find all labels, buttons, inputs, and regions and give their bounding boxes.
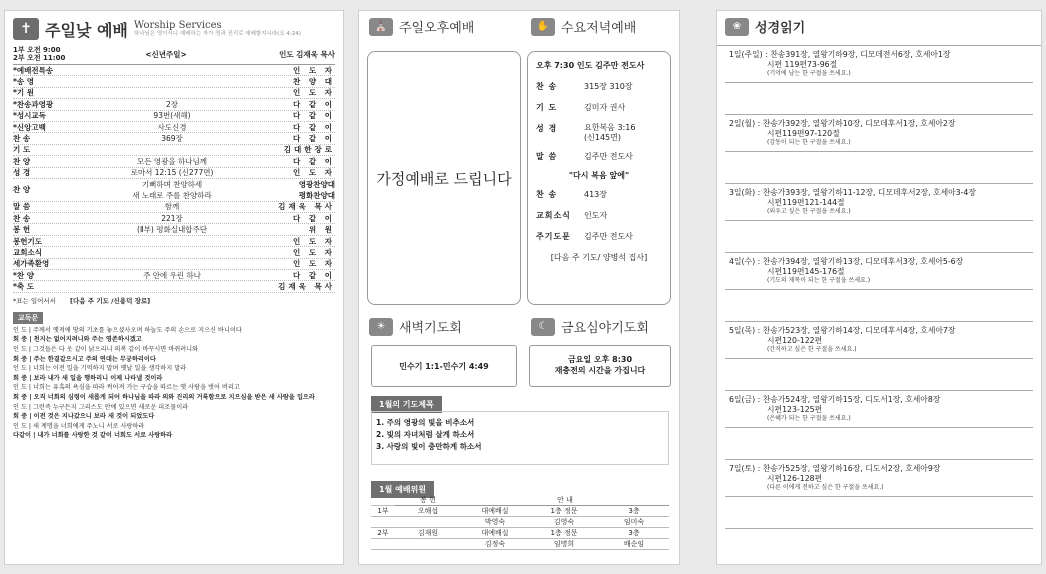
order-leader: 인 도 자	[293, 168, 335, 178]
day-psalm: 시편123-125편	[767, 405, 823, 414]
table-cell: 3층	[599, 528, 669, 539]
friday-title: ☾ 금요심야기도회	[531, 317, 649, 336]
reading-line: 인 도 | 너희는 이전 일을 기억하지 말며 옛날 일을 생각하지 말라	[13, 365, 187, 373]
sunday-title-en: Worship Services	[133, 19, 222, 31]
day-readings: 4일(수) : 찬송가394장, 열왕기하13장, 디모데후서3장, 호세아5-6장	[729, 257, 964, 266]
table-cell	[371, 539, 395, 550]
day-note: (은혜가 되는 한 구절을 쓰세요.)	[767, 415, 851, 422]
day-note: (다른 이에게 전하고 싶은 한 구절을 쓰세요.)	[767, 484, 884, 491]
order-item: 교회소식	[13, 247, 42, 257]
table-cell: 배순임	[599, 539, 669, 550]
reading-day	[725, 460, 1033, 497]
home-worship-text: 가정예배로 드립니다	[376, 169, 512, 188]
order-content: 221장	[161, 213, 183, 223]
order-leader: 다 같 이	[293, 111, 335, 121]
order-content: 모든 영광을 하나님께	[137, 156, 207, 166]
reading-day	[725, 391, 1033, 428]
order-item: *찬송과영광	[13, 99, 54, 109]
order-item: 말 씀	[13, 202, 31, 212]
lotus-icon: ❀	[725, 18, 749, 36]
wed-preacher: 김주만 전도사	[584, 152, 633, 161]
order-item: *축 도	[13, 282, 35, 292]
order-row	[13, 179, 335, 202]
offering-header: 봉 헌	[395, 495, 461, 506]
table-cell: 3층	[599, 506, 669, 517]
order-item: *송 영	[13, 77, 35, 87]
standing-note: *표는 일어서서	[13, 296, 56, 305]
reading-day	[725, 253, 1033, 290]
day-psalm: 시편126-128편	[767, 474, 823, 483]
prayer-item: 2. 빛의 자녀처럼 살게 하소서	[376, 430, 475, 439]
table-cell: 김영숙	[529, 517, 599, 528]
order-row	[13, 65, 335, 76]
day-psalm: 시편120-122편	[767, 336, 823, 345]
table-cell: 임명희	[529, 539, 599, 550]
next-prayer-note: [다음 주 기도 /신용덕 장로]	[70, 296, 151, 305]
dawn-title: ☀ 새벽기도회	[369, 317, 462, 336]
sunday-title: 주일낮 예배	[45, 20, 128, 40]
table-cell: 임미숙	[599, 517, 669, 528]
table-row	[371, 517, 669, 528]
reading-line: 회 중 | 이전 것은 지나갔으니 보라 새 것이 되었도다	[13, 413, 155, 421]
reading-line: 회 중 | 보라 내가 새 일을 행하리니 이제 나타낼 것이라	[13, 374, 163, 382]
wed-time: 오후 7:30 인도 김주만 전도사	[536, 61, 645, 70]
sunday-title-row	[13, 17, 335, 41]
wed-hymn2: 413장	[584, 190, 607, 199]
day-readings: 5일(목) : 찬송가523장, 열왕기하14장, 디모데후서4장, 호세아7장	[729, 326, 956, 335]
order-content: 함께	[164, 202, 180, 212]
order-row	[13, 145, 335, 156]
order-row	[13, 168, 335, 179]
day-psalm: 시편119편97-120절	[767, 129, 840, 138]
friday-time: 금요일 오후 8:30	[567, 355, 633, 364]
day-note: (기억에 남는 한 구절을 쓰세요.)	[767, 70, 851, 77]
bible-reading-title: ❀ 성경읽기	[725, 17, 805, 36]
sunday-subtitle: 하나님은 영이시니 예배하는 자가 영과 진리로 예배할지니라(요 4:24)	[133, 30, 301, 37]
order-leader: 찬 양 대	[293, 77, 335, 87]
order-row	[13, 122, 335, 133]
reading-line: 인 도 | 새 계명을 너희에게 주노니 서로 사랑하라	[13, 422, 145, 430]
day-readings: 7일(토) : 찬송가525장, 열왕기하16장, 디도서2장, 호세아9장	[729, 464, 941, 473]
order-row	[13, 224, 335, 235]
reading-line: 인 도 | 너희는 유혹의 욕심을 따라 썩어져 가는 구습을 따르는 옛 사람을 벗어 버리고	[13, 384, 240, 392]
table-cell: 1부	[371, 506, 395, 517]
order-row	[13, 270, 335, 281]
order-item: 봉 헌	[13, 225, 31, 235]
day-note: (외우고 싶은 한 구절을 쓰세요.)	[767, 208, 851, 215]
day-readings: 1일(주일) : 찬송391장, 열왕기하9장, 디모데전서6장, 호세아1장	[729, 50, 951, 59]
order-leader: 위 원	[308, 225, 335, 235]
wed-hymn: 315장 310장	[584, 82, 633, 91]
church-icon: ⛪	[369, 18, 393, 36]
order-leader: 다 같 이	[293, 99, 335, 109]
reading-line: 회 중 | 주는 한결같으시고 주의 연대는 무궁하리이다	[13, 355, 156, 363]
table-cell: 1층 정문	[529, 528, 599, 539]
table-cell: 2부	[371, 528, 395, 539]
sunrise-icon: ☀	[369, 318, 393, 336]
prayer-topics-box	[371, 411, 669, 465]
service-times	[13, 46, 71, 62]
moon-icon: ☾	[531, 318, 555, 336]
order-row	[13, 213, 335, 224]
order-item: 기 도	[13, 145, 31, 155]
writing-space[interactable]	[725, 83, 1033, 115]
prayer-item: 3. 사랑의 빛이 충만하게 하소서	[376, 442, 482, 451]
friday-box	[529, 345, 671, 387]
writing-space[interactable]	[725, 221, 1033, 253]
order-header	[13, 46, 335, 65]
afternoon-box	[367, 51, 521, 305]
reading-line: 인 도 | 그런즉 누구든지 그리스도 안에 있으면 새로운 피조물이라	[13, 403, 189, 411]
order-leader: 다 같 이	[293, 156, 335, 166]
order-content: 주 안에 우린 하나	[143, 270, 201, 280]
service-members-bar: 1월 예배위원	[371, 481, 434, 498]
wed-next: [다음 주 기도/ 양병석 집사]	[550, 253, 648, 262]
reading-day	[725, 46, 1033, 83]
reading-schedule	[717, 45, 1041, 557]
day-note: (기도의 제목이 되는 한 구절을 쓰세요.)	[767, 277, 871, 284]
day-psalm: 시편119편121-144절	[767, 198, 845, 207]
wed-message: "다시 복음 앞에"	[568, 171, 630, 180]
writing-space[interactable]	[725, 428, 1033, 460]
friday-desc: 재충전의 시간을 가집니다	[554, 366, 646, 375]
order-item: 찬 양	[13, 185, 31, 195]
responsive-reading	[13, 326, 335, 441]
order-row	[13, 236, 335, 247]
table-cell: 김재원	[395, 528, 461, 539]
day-note: (감동이 되는 한 구절을 쓰세요.)	[767, 139, 851, 146]
order-leader: 인 도 자	[293, 247, 335, 257]
order-of-worship	[13, 65, 335, 293]
afternoon-title: ⛪ 주일오후예배	[369, 17, 474, 36]
reading-line: 인 도 | 주께서 옛적에 땅의 기초를 놓으셨사오며 하늘도 주의 손으로 지으신 바니이다	[13, 326, 242, 334]
reading-line: 회 중 | 오직 너희의 심령이 새롭게 되어 하나님을 따라 의와 진리의 거룩함으로 지으심을 받은 새 사람을 입으라	[13, 393, 315, 401]
order-item: 봉헌기도	[13, 236, 42, 246]
day-note: (간직하고 싶은 한 구절을 쓰세요.)	[767, 346, 857, 353]
weekly-services-panel	[358, 10, 680, 565]
order-leader: 인 도 자	[293, 259, 335, 269]
writing-space[interactable]	[725, 152, 1033, 184]
table-row	[371, 539, 669, 550]
prayer-topics-bar: 1월의 기도제목	[371, 396, 442, 413]
dawn-box: 민수기 1:1-민수기 4:49	[371, 345, 517, 387]
order-content: 2장	[165, 99, 179, 109]
order-leader: 다 같 이	[293, 134, 335, 144]
prayer-item: 1. 주의 영광의 빛을 비추소서	[376, 418, 475, 427]
wed-news: 인도자	[584, 211, 608, 220]
order-row	[13, 281, 335, 292]
order-content: 로마서 12:15 (신277면)	[130, 168, 214, 178]
order-row	[13, 247, 335, 258]
order-row	[13, 133, 335, 144]
table-cell: 김정숙	[461, 539, 529, 550]
order-content: 기뻐하며 찬양하세 새 노래로 주를 찬양하라	[132, 179, 212, 200]
writing-space[interactable]	[725, 290, 1033, 322]
table-cell: 대예배실	[461, 506, 529, 517]
order-leader: 인 도 자	[293, 236, 335, 246]
order-item: *신앙고백	[13, 122, 46, 132]
table-cell	[395, 517, 461, 528]
order-row	[13, 88, 335, 99]
reading-day	[725, 115, 1033, 152]
order-leader: 다 같 이	[293, 213, 335, 223]
order-item: 찬 양	[13, 156, 31, 166]
order-row	[13, 99, 335, 110]
table-row	[371, 528, 669, 539]
order-row	[13, 259, 335, 270]
table-cell: 박영숙	[461, 517, 529, 528]
reading-day	[725, 322, 1033, 359]
order-row	[13, 76, 335, 87]
order-leader: 김재욱 목사	[278, 282, 335, 292]
bible-reading-panel	[716, 10, 1042, 565]
table-cell	[371, 517, 395, 528]
order-item: *성시교독	[13, 111, 46, 121]
table-cell: 오해섭	[395, 506, 461, 517]
day-readings: 6일(금) : 찬송가524장, 열왕기하15장, 디도서1장, 호세아8장	[729, 395, 941, 404]
wednesday-box: 오후 7:30 인도 김주만 전도사 찬 송 315장 310장 기 도 김미자 권사 성 경 요한복음 3:16 (신145면) 말 씀 김주만 전도사 "다시 복음 앞에" 찬 송 413장 교회소식 인도자 주기도문 김주만 전도사 [다음 주 기도/ 양병석 집사]	[527, 51, 671, 305]
reading-line: 회 중 | 천지는 없어지려니와 주는 영존하시겠고	[13, 336, 142, 344]
day-psalm: 시편119편145-176절	[767, 267, 845, 276]
order-leader: 인 도 자	[293, 65, 335, 75]
order-leader: 김재욱 목사	[278, 202, 335, 212]
service-leader: 인도 김재욱 목사	[279, 49, 335, 59]
order-leader: 영광찬양대 평화찬양대	[298, 179, 335, 200]
wed-lords-prayer: 김주만 전도사	[584, 232, 633, 241]
order-item: *기 원	[13, 88, 35, 98]
service-time-1: 1부 오전 9:00	[13, 46, 61, 54]
wednesday-title: ✋ 수요저녁예배	[531, 17, 636, 36]
order-content: 369장	[161, 134, 183, 144]
order-content: 사도신경	[157, 122, 187, 132]
order-row	[13, 156, 335, 167]
order-item: 세가족환영	[13, 259, 50, 269]
wed-scripture: 요한복음 3:16 (신145면)	[584, 123, 636, 142]
service-time-2: 2부 오전 11:00	[13, 54, 66, 62]
order-item: 성 경	[13, 168, 31, 178]
order-content: 93번(새해)	[153, 111, 191, 121]
order-item: *찬 양	[13, 270, 35, 280]
order-leader: 김대한장로	[283, 145, 335, 155]
day-readings: 2일(월) : 찬송가392장, 열왕기하10장, 디모데후서1장, 호세아2장	[729, 119, 956, 128]
table-cell: 대예배실	[461, 528, 529, 539]
service-members-table	[371, 495, 669, 550]
order-leader: 인 도 자	[293, 88, 335, 98]
writing-space[interactable]	[725, 497, 1033, 529]
reading-line: 다같이 | 내가 너희를 사랑한 것 같이 너희도 서로 사랑하라	[13, 432, 173, 440]
table-cell	[395, 539, 461, 550]
wed-prayer: 김미자 권사	[584, 103, 626, 112]
table-cell: 1층 정문	[529, 506, 599, 517]
order-leader: 다 같 이	[293, 122, 335, 132]
reading-day	[725, 184, 1033, 221]
order-item: 찬 송	[13, 134, 31, 144]
reading-line: 인 도 | 그것들은 다 옷 같이 낡으리니 의복 같이 바꾸시면 바뀌려니와	[13, 346, 199, 354]
day-psalm: 시편 119편73-96절	[767, 60, 838, 69]
order-content: (Ⅱ부) 평화실내합주단	[137, 225, 207, 235]
order-leader: 다 같 이	[293, 270, 335, 280]
table-row	[371, 506, 669, 517]
order-row	[13, 202, 335, 213]
prayer-list	[376, 417, 481, 453]
day-readings: 3일(화) : 찬송가393장, 열왕기하11-12장, 디모데후서2장, 호세아3-4장	[729, 188, 976, 197]
order-row	[13, 111, 335, 122]
writing-space[interactable]	[725, 359, 1033, 391]
service-theme: <신년주일>	[145, 49, 187, 59]
sunday-service-panel	[4, 10, 344, 565]
order-item: *예배전특송	[13, 65, 54, 75]
responsive-reading-badge: 교독문	[13, 312, 43, 324]
cross-icon: ✝	[13, 18, 39, 40]
usher-header: 안 내	[461, 495, 669, 506]
order-item: 찬 송	[13, 213, 31, 223]
praying-hands-icon: ✋	[531, 18, 555, 36]
